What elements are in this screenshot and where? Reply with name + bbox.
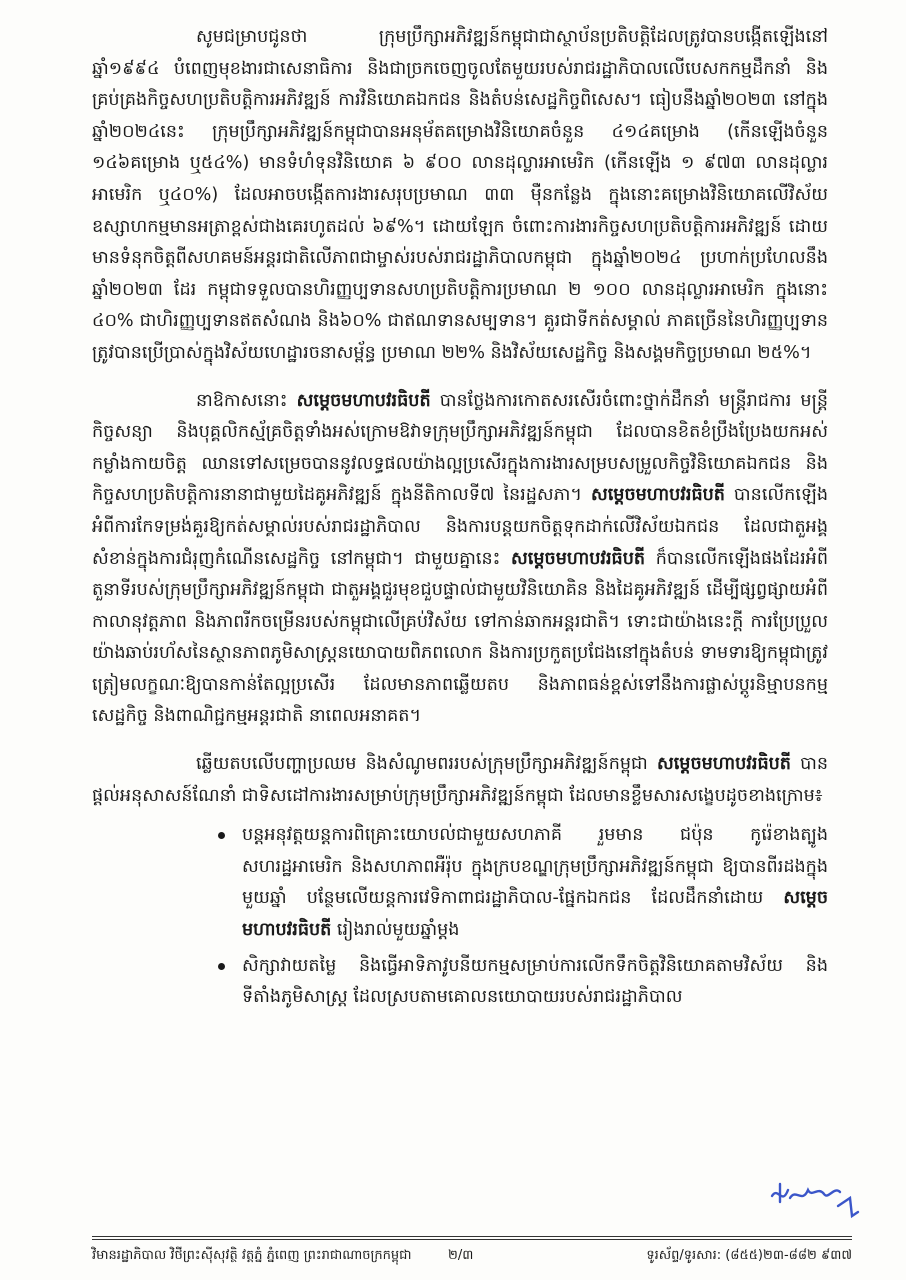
paragraph-text: បានថ្លែងការកោតសរសើរចំពោះថ្នាក់ដឹកនាំ មន្ត្រីរាជការ មន្ត្រីកិច្ចសន្យា និងបុគ្គលិកស្ម័គ្រចិត្តទាំងអស់ក្រោមឱវាទក្រុមប្រឹក្សាអភិវឌ្ឍន៍កម្ពុជា ដែលបានខិតខំប្រឹងប្រែងយកអស់កម្លាំងកាយចិត្ត ឈានទៅសម្រេចបាននូវលទ្ធផលយ៉ាងល្អប្រសើរក្នុងការងារសម្របសម្រួលកិច្ចវិនិយោគឯកជន និងកិច្ចសហប្រតិបត្តិការនានាជាមួយដៃគូអភិវឌ្ឍន៍ ក្នុងនីតិកាលទី៧ នៃរដ្ឋសភា។ — [92, 390, 829, 506]
letter-body — [92, 22, 828, 1018]
paragraph-text: បានលើកឡើងអំពីការកែទម្រង់គួរឱ្យកត់សម្គាល់របស់រាជរដ្ឋាភិបាល និងការបន្តយកចិត្តទុកដាក់លើវិស័យឯកជន ដែលជាតួអង្គសំខាន់ក្នុងការជំរុញកំណើនសេដ្ឋកិច្ច នៅកម្ពុជា។ ជាមួយគ្នានេះ — [92, 485, 828, 569]
list-item — [242, 951, 828, 1014]
list-item-text: សិក្សាវាយតម្លៃ និងធ្វើអាទិភាវូបនីយកម្មសម្រាប់ការលើកទឹកចិត្តវិនិយោគតាមវិស័យ និងទីតាំងភូមិសាស្ត្រ ដែលស្របតាមគោលនយោបាយរបស់រាជរដ្ឋាភិបាល — [242, 955, 828, 1008]
footer-phone: ទូរស័ព្ទ/ទូរសារ: (៨៥៥)២៣-៨៨២ ៩៣៧ — [646, 1248, 852, 1263]
pm-title: សម្តេចមហាបវរធិបតី — [511, 548, 646, 569]
paragraph-pm-remarks — [92, 386, 828, 734]
paragraph-text: នាឱកាសនោះ — [196, 390, 297, 411]
bullet-icon — [218, 963, 225, 970]
footer-address: វិមានរដ្ឋាភិបាល វិថីព្រះស៊ីសុវត្ថិ វត្តភ្នំ ភ្នំពេញ ព្រះរាជាណាចក្រកម្ពុជា — [92, 1248, 412, 1263]
paragraph-text: ឆ្លើយតបលើបញ្ហាប្រឈម និងសំណូមពររបស់ក្រុមប្រឹក្សាអភិវឌ្ឍន៍កម្ពុជា — [196, 754, 657, 775]
signature-initials — [768, 1176, 860, 1222]
pm-title: សម្តេចមហាបវរធិបតី — [656, 754, 791, 775]
pm-title: សម្តេចមហាបវរធិបតី — [242, 888, 828, 941]
list-item-text: បន្តអនុវត្តយន្តការពិគ្រោះយោបល់ជាមួយសហភាគី រួមមាន ជប៉ុន កូរ៉េខាងត្បូង សហរដ្ឋអាមេរិក និងសហភាពអឺរ៉ុប ក្នុងក្របខណ្ឌក្រុមប្រឹក្សាអភិវឌ្ឍន៍កម្ពុជា ឱ្យបានពីរដងក្នុងមួយឆ្នាំ បន្ថែមលើយន្តការវេទិកាពាជរដ្ឋាភិបាល-ផ្នែកឯកជន ដែលដឹកនាំដោយ — [242, 825, 828, 909]
pm-title: សម្តេចមហាបវរធិបតី — [296, 390, 431, 411]
page-footer — [92, 1244, 852, 1268]
paragraph-cdc-summary: សូមជម្រាបជូនថា ក្រុមប្រឹក្សាអភិវឌ្ឍន៍កម្ពុជាជាស្ថាប័នប្រតិបត្តិដែលត្រូវបានបង្កើតឡើងនៅឆ្នាំ១៩៩៤ បំពេញមុខងារជាសេនាធិការ និងជាច្រកចេញចូលតែមួយរបស់រាជរដ្ឋាភិបាលលើបេសកកម្មដឹកនាំ និងគ្រប់គ្រងកិច្ចសហប្រតិបត្តិការអភិវឌ្ឍន៍ ការវិនិយោគឯកជន និងតំបន់សេដ្ឋកិច្ចពិសេស។ ធៀបនឹងឆ្នាំ២០២៣ នៅក្នុងឆ្នាំ២០២៤នេះ ក្រុមប្រឹក្សាអភិវឌ្ឍន៍កម្ពុជាបានអនុម័តគម្រោងវិនិយោគចំនួន ៤១៤គម្រោង (កើនឡើងចំនួន ១៤៦គម្រោង ឬ៥៤%) មានទំហំទុនវិនិយោគ ៦ ៩០០ លានដុល្លារអាមេរិក (កើនឡើង ១ ៩៧៣ លានដុល្លារអាមេរិក ឬ៤០%) ដែលអាចបង្កើតការងារសរុបប្រមាណ ៣៣ ម៉ឺនកន្លែង ក្នុងនោះគម្រោងវិនិយោគលើវិស័យឧស្សាហកម្មមានអត្រាខ្ពស់ជាងគេរហូតដល់ ៦៩%។ ដោយឡែក ចំពោះការងារកិច្ចសហប្រតិបត្តិការអភិវឌ្ឍន៍ ដោយមានទំនុកចិត្តពីសហគមន៍អន្តរជាតិលើភាពជាម្ចាស់របស់រាជរដ្ឋាភិបាលកម្ពុជា ក្នុងឆ្នាំ២០២៤ ប្រហាក់ប្រហែលនឹងឆ្នាំ២០២៣ ដែរ កម្ពុជាទទួលបានហិរញ្ញប្បទានសហប្រតិបត្តិការប្រមាណ ២ ១០០ លានដុល្លារអាមេរិក ក្នុងនោះ ៤០% ជាហិរញ្ញប្បទានឥតសំណង និង៦០% ជាឥណទានសម្បទាន។ គួរជាទីកត់សម្គាល់ ភាគច្រើននៃហិរញ្ញប្បទានត្រូវបានប្រើប្រាស់ក្នុងវិស័យហេដ្ឋារចនាសម្ព័ន្ធ ប្រមាណ ២២% និងវិស័យសេដ្ឋកិច្ច និងសង្គមកិច្ចប្រមាណ ២៥%។ — [92, 27, 828, 363]
footer-divider — [92, 1236, 852, 1237]
paragraph-text: ក៏បានលើកឡើងផងដែរអំពីតួនាទីរបស់ក្រុមប្រឹក្សាអភិវឌ្ឍន៍កម្ពុជា ជាតួអង្គជួរមុខជួបផ្ទាល់ជាមួយវិនិយោគិន និងដៃគូអភិវឌ្ឍន៍ ដើម្បីផ្សព្វផ្សាយអំពីកាលានុវត្តភាព និងភាពរីកចម្រើនរបស់កម្ពុជាលើគ្រប់វិស័យ ទៅកាន់ឆាកអន្តរជាតិ។ ទោះជាយ៉ាងនេះក្តី ការប្រែប្រួលយ៉ាងឆាប់រហ័សនៃស្ថានភាពភូមិសាស្ត្រនយោបាយពិភពលោក និងការប្រកួតប្រជែងនៅក្នុងតំបន់ ទាមទារឱ្យកម្ពុជាត្រូវត្រៀមលក្ខណៈឱ្យបានកាន់តែល្អប្រសើរ ដែលមានភាពឆ្លើយតប និងភាពធន់ខ្ពស់ទៅនឹងការផ្លាស់ប្តូរនិម្មាបនកម្មសេដ្ឋកិច្ច និងពាណិជ្ជកម្មអន្តរជាតិ នាពេលអនាគត។ — [92, 548, 828, 727]
page-number: ២/៣ — [448, 1248, 474, 1263]
list-item-text: រៀងរាល់មួយឆ្នាំម្តង — [331, 920, 460, 941]
bullet-icon — [218, 832, 225, 839]
paragraph-text: បានផ្តល់អនុសាសន៍ណែនាំ ជាទិសដៅការងារសម្រាប់ក្រុមប្រឹក្សាអភិវឌ្ឍន៍កម្ពុជា ដែលមានខ្លឹមសារសង្ខេបដូចខាងក្រោម៖ — [92, 754, 828, 806]
paragraph-recommendations-intro — [92, 749, 828, 812]
list-item — [242, 820, 828, 946]
pm-title: សម្តេចមហាបវរធិបតី — [590, 485, 725, 506]
footer-divider — [92, 1239, 852, 1240]
recommendation-list — [92, 820, 828, 1014]
